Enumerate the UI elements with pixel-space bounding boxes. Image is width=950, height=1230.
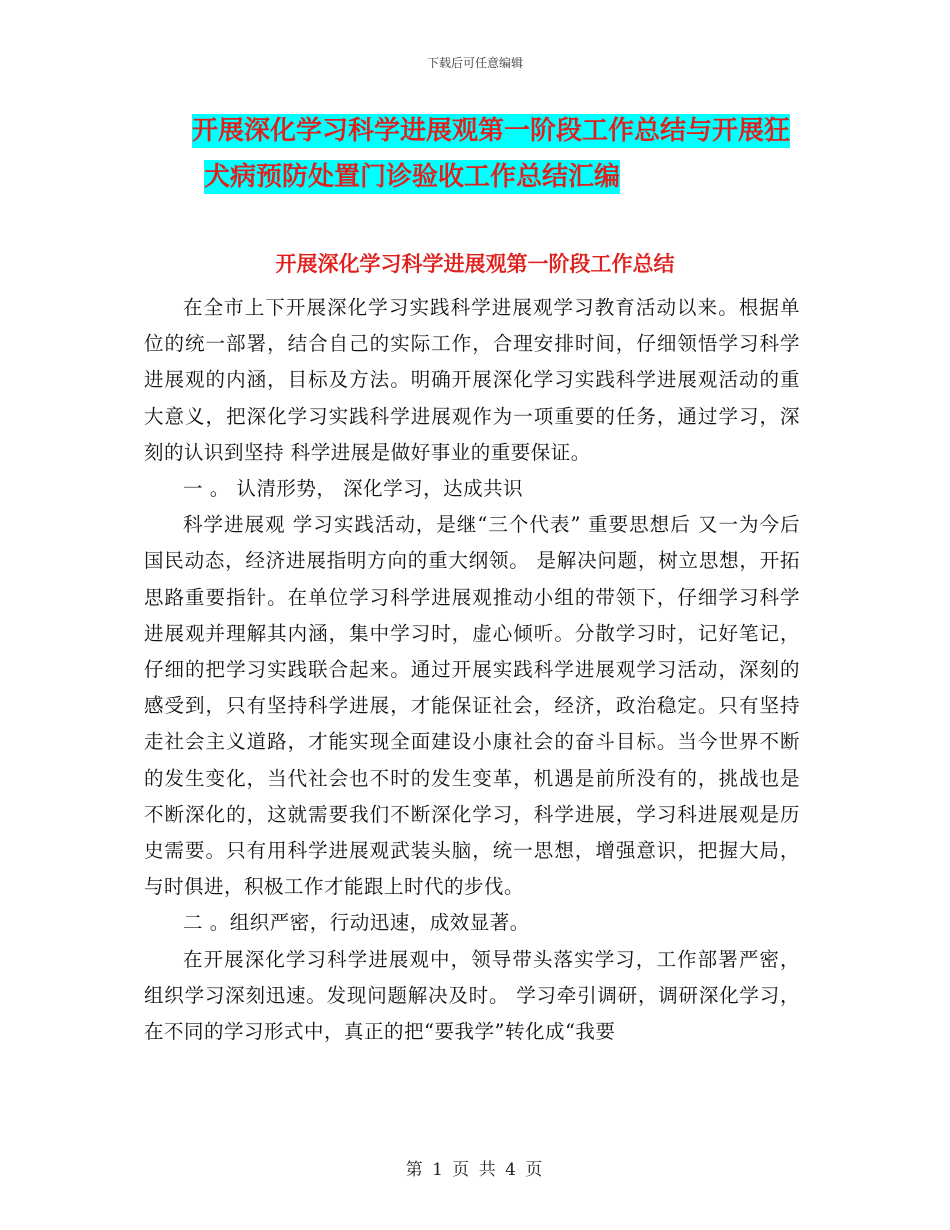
paragraph: 在全市上下开展深化学习实践科学进展观学习教育活动以来。根据单位的统一部署，结合自己的实际工作，合理安排时间，仔细领悟学习科学进展观的内涵，目标及方法。明确开展深化学习实践科学进展观活动的重大意义，把深化学习实践科学进展观作为一项重要的任务，通过学习，深刻的认识到坚持 科学进展是做好事业的重要保证。 (144, 296, 800, 464)
paragraph: 在开展深化学习科学进展观中，领导带头落实学习，工作部署严密， 组织学习深刻迅速。发现问题解决及时。 学习牵引调研，调研深化学习，在不同的学习形式中，真正的把“要我学”转化成“我要 (144, 947, 800, 1044)
document-title-line-1: 开展深化学习科学进展观第一阶段工作总结与开展狂 (192, 116, 791, 146)
document-title (0, 108, 950, 200)
document-title-line-2: 犬病预防处置门诊验收工作总结汇编 (204, 162, 621, 192)
document-body (144, 290, 800, 1050)
header-note: 下载后可任意编辑 (426, 56, 523, 70)
subheading: 一 。 认清形势， 深化学习，达成共识 (183, 477, 524, 501)
page-number-footer: 第 1 页 共 4 页 (405, 1160, 545, 1180)
subheading: 二 。组织严密，行动迅速，成效显著。 (183, 911, 530, 935)
section-title: 开展深化学习科学进展观第一阶段工作总结 (275, 252, 675, 276)
paragraph: 科学进展观 学习实践活动，是继“三个代表” 重要思想后 又一为今后国民动态，经济进展指明方向的重大纲领。 是解决问题，树立思想，开拓思路重要指针。在单位学习科学进展观推动小组的带领下，仔细学习科学进展观并理解其内涵，集中学习时，虚心倾听。分散学习时，记好笔记，仔细的把学习实践联合起来。通过开展实践科学进展观学习活动，深刻的感受到，只有坚持科学进展，才能保证社会，经济，政治稳定。只有坚持走社会主义道路，才能实现全面建设小康社会的奋斗目标。当今世界不断的发生变化，当代社会也不时的发生变革，机遇是前所没有的，挑战也是不断深化的，这就需要我们不断深化学习，科学进展，学习科进展观是历史需要。只有用科学进展观武装头脑，统一思想，增强意识，把握大局，与时俱进，积极工作才能跟上时代的步伐。 (144, 513, 800, 899)
